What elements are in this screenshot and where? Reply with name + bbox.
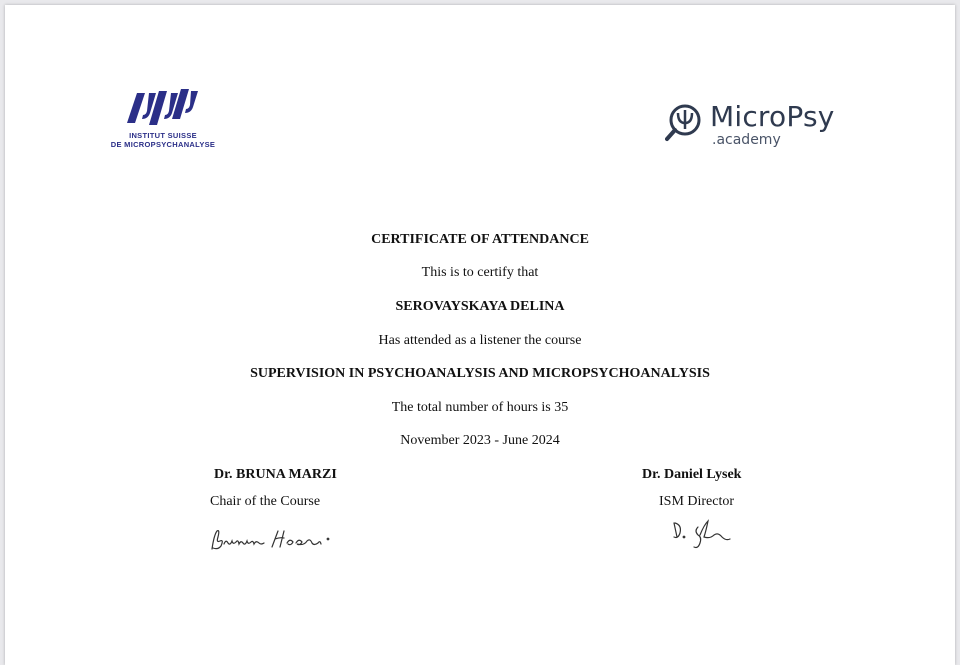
certificate-title: CERTIFICATE OF ATTENDANCE <box>371 232 589 247</box>
ism-name-line1: INSTITUT SUISSE <box>129 131 197 140</box>
signature-block-left <box>214 467 337 483</box>
ism-name-line2: DE MICROPSYCHANALYSE <box>110 140 216 149</box>
micropsy-name: MicroPsy <box>710 100 835 133</box>
ism-psi-mark-icon <box>123 85 203 131</box>
ism-logo <box>93 85 233 149</box>
certificate-page <box>5 5 955 665</box>
micropsy-logo <box>665 100 875 155</box>
recipient-name: SEROVAYSKAYA DELINA <box>395 299 565 314</box>
signature-block-right <box>642 467 741 483</box>
course-title: SUPERVISION IN PSYCHOANALYSIS AND MICROPSYCHOANALYSIS <box>250 366 710 381</box>
signatory-right-name: Dr. Daniel Lysek <box>642 467 742 482</box>
signature-left-handwritten <box>208 525 348 553</box>
signatory-left-name: Dr. BRUNA MARZI <box>214 467 337 482</box>
signatory-left-role-wrap <box>210 494 320 510</box>
psi-magnifier-icon <box>665 102 705 144</box>
signature-right-handwritten <box>668 515 738 553</box>
micropsy-sub: .academy <box>712 132 781 148</box>
attended-text: Has attended as a listener the course <box>378 333 582 348</box>
signatory-left-role: Chair of the Course <box>210 494 321 509</box>
signatory-right-role-wrap <box>659 494 734 510</box>
hours-text: The total number of hours is 35 <box>391 400 569 415</box>
signatory-right-role: ISM Director <box>659 494 735 509</box>
period-text: November 2023 - June 2024 <box>400 433 560 448</box>
certify-text: This is to certify that <box>421 265 539 280</box>
